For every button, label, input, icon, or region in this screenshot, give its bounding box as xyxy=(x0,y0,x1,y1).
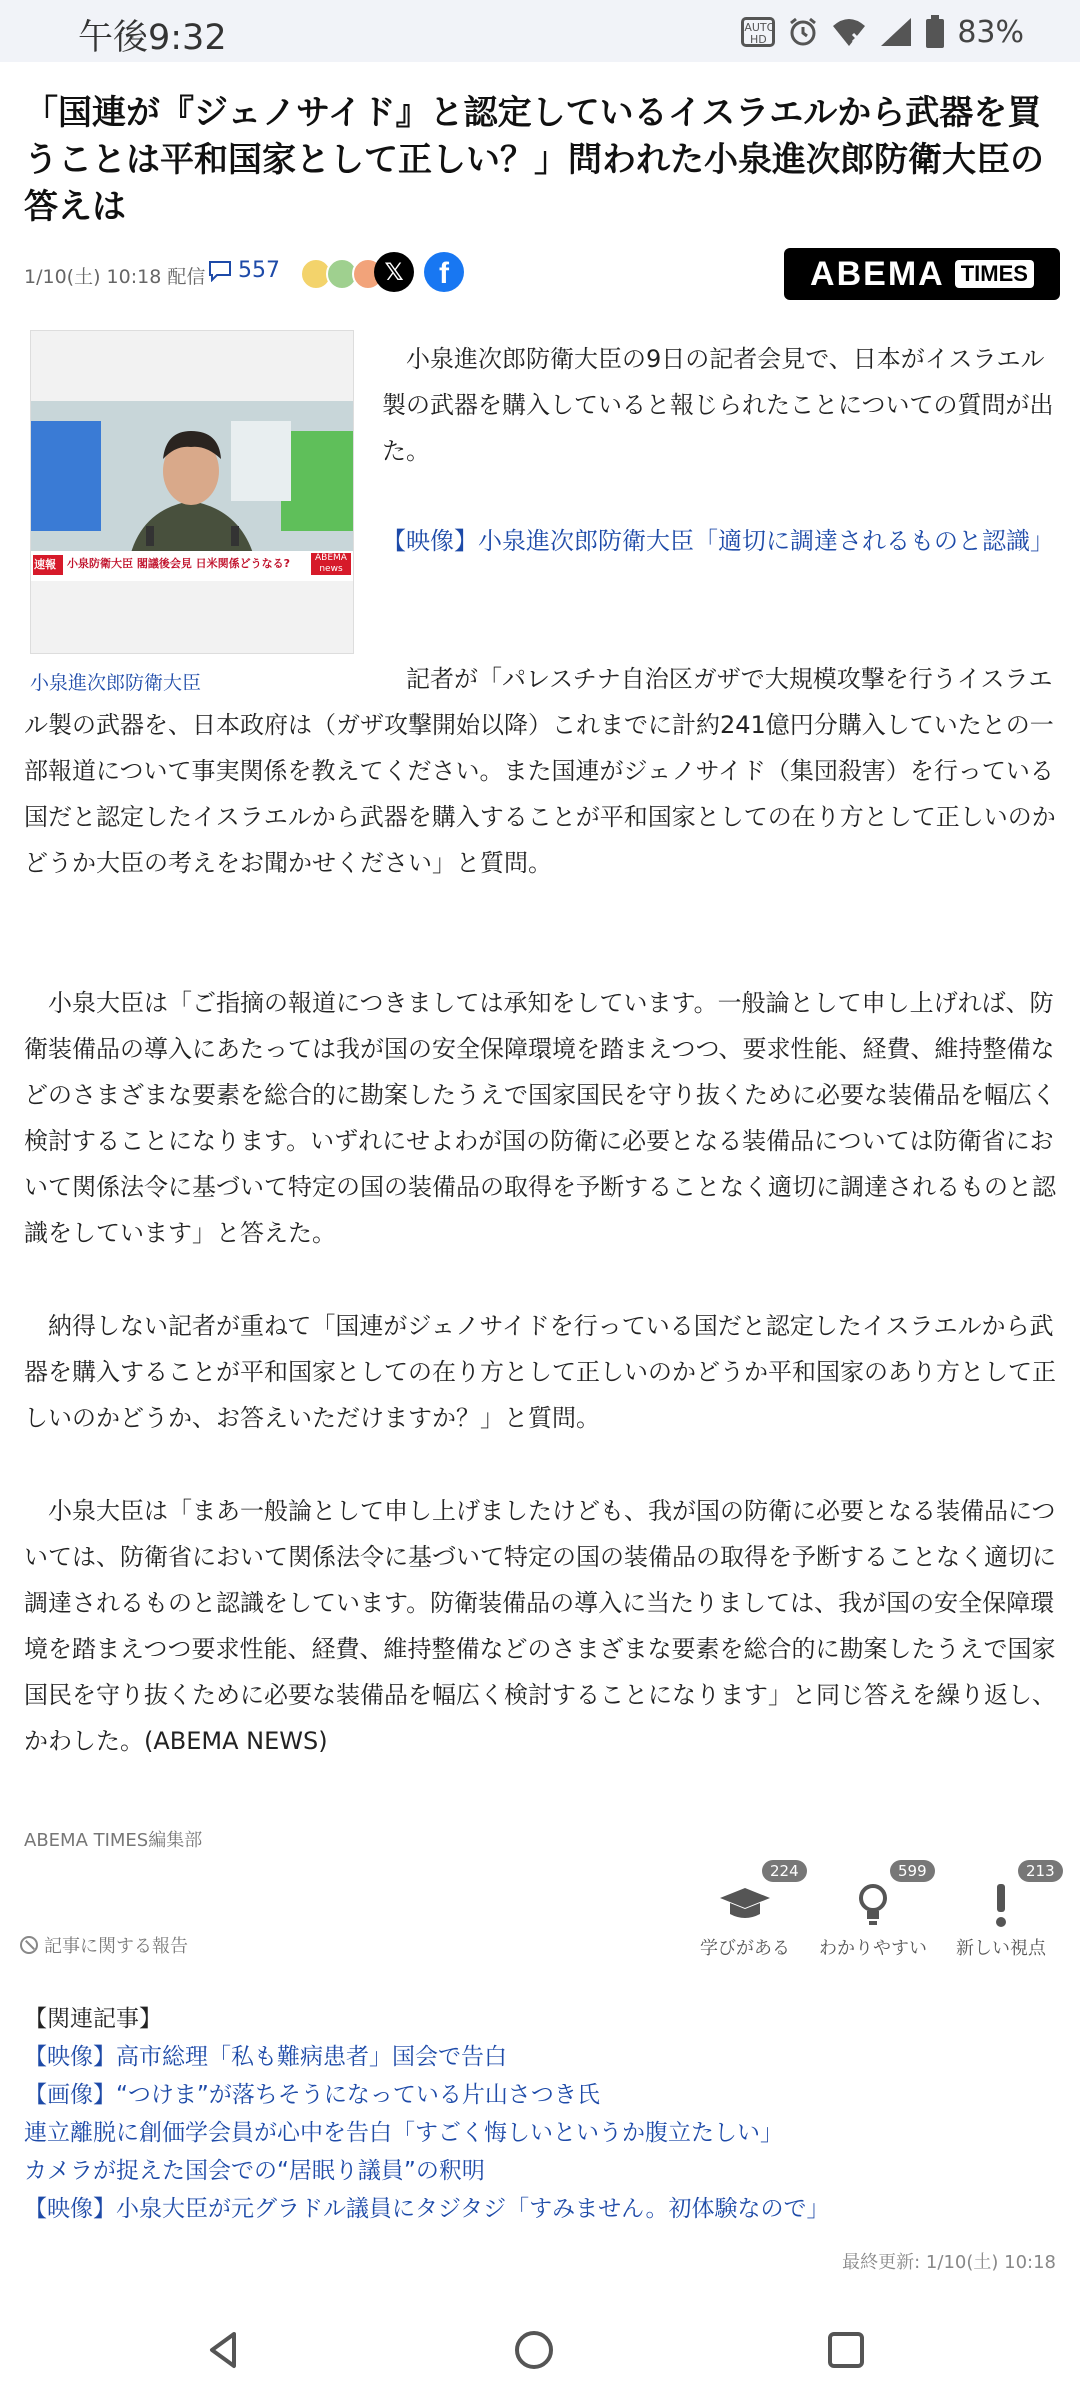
related-link[interactable]: 連立離脱に創価学会員が心中を告白「すごく悔しいというか腹立たしい」 xyxy=(24,2120,783,2146)
related-link[interactable]: カメラが捉えた国会での“居眠り議員”の釈明 xyxy=(24,2158,485,2184)
article-headline: 「国連が『ジェノサイド』と認定しているイスラエルから武器を買うことは平和国家として正しい？」問われた小泉進次郎防衛大臣の答えは xyxy=(24,93,1044,227)
paragraph-question-2: 納得しない記者が重ねて「国連がジェノサイドを行っている国だと認定したイスラエルから武器を購入することが平和国家としての在り方として正しいのかどうか平和国家のあり方として正しいのかどうか、お答えいただけますか？」と質問。 xyxy=(24,1312,1056,1432)
reaction-new-perspective[interactable] xyxy=(936,1860,1066,1960)
photo-image xyxy=(31,401,353,581)
related-link[interactable]: 【映像】高市総理「私も難病患者」国会で告白 xyxy=(24,2044,507,2070)
paragraph-answer-2: 小泉大臣は「まあ一般論として申し上げましたけども、我が国の防衛に必要となる装備品については、防衛省において関係法令に基づいて特定の国の装備品の取得を予断することなく適切に調達されるものと認識をしています。防衛装備品の導入に当たりましては、我が国の安全保障環境を踏まえつつ要求性能、経費、維持整備などのさまざまな要素を総合的に勘案したうえで国家国民を守り抜くために必要な装備品を幅広く検討することになります」と同じ答えを繰り返し、かわした。(ABEMA NEWS) xyxy=(24,1497,1056,1755)
reaction-count: 599 xyxy=(890,1860,935,1882)
article-photo[interactable] xyxy=(30,330,354,654)
back-icon[interactable] xyxy=(194,2320,254,2380)
photo-badge: 速報 xyxy=(34,558,56,571)
battery-percent: 83% xyxy=(957,14,1024,50)
exclamation-icon xyxy=(936,1880,1066,1930)
editor-credit: ABEMA TIMES編集部 xyxy=(24,1830,203,1851)
last-updated: 最終更新: 1/10(土) 10:18 xyxy=(842,2252,1056,2273)
comment-count: 557 xyxy=(238,258,280,283)
report-article-button[interactable] xyxy=(20,1932,188,1958)
comment-icon xyxy=(208,260,232,282)
comment-button[interactable] xyxy=(208,258,280,283)
paragraph-question-1: 記者が「パレスチナ自治区ガザで大規模攻撃を行うイスラエル製の武器を、日本政府は（ガザ攻撃開始以降）これまでに計約241億円分購入していたとの一部報道について事実関係を教えてください。また国連がジェノサイド（集団殺害）を行っている国だと認定したイスラエルから武器を購入することが平和国家としての在り方として正しいのかどうか大臣の考えをお聞かせください」と質問。 xyxy=(24,665,1056,877)
article-meta xyxy=(24,248,1060,308)
reaction-faces[interactable] xyxy=(300,258,378,290)
photo-news-logo: ABEMA news xyxy=(311,553,351,575)
home-icon[interactable] xyxy=(504,2320,564,2380)
reaction-label: わかりやすい xyxy=(819,1938,927,1959)
reaction-learn[interactable] xyxy=(680,1860,810,1960)
recents-icon[interactable] xyxy=(816,2320,876,2380)
graduation-cap-icon xyxy=(680,1880,810,1930)
share-x-icon[interactable]: 𝕏 xyxy=(374,252,414,292)
share-facebook-icon[interactable]: f xyxy=(424,252,464,292)
paragraph-answer-1: 小泉大臣は「ご指摘の報道につきましては承知をしています。一般論として申し上げれば、防衛装備品の導入にあたっては我が国の安全保障環境を踏まえつつ、要求性能、経費、維持整備などのさまざまな要素を総合的に勘案したうえで国家国民を守り抜くために必要な装備品を幅広く検討することになります。いずれにせよわが国の防衛に必要となる装備品については防衛省において関係法令に基づいて特定の国の装備品の取得を予断することなく適切に調達されるものと認識をしています」と答えた。 xyxy=(24,989,1056,1247)
photo-banner: 小泉防衛大臣 閣議後会見 日米関係どうなる? xyxy=(67,557,291,570)
reaction-label: 新しい視点 xyxy=(956,1938,1046,1959)
auto-hd-icon: AUTO HD xyxy=(741,17,775,47)
related-link[interactable]: 【画像】“つけま”が落ちそうになっている片山さつき氏 xyxy=(24,2082,600,2108)
signal-icon xyxy=(879,16,913,48)
paragraph-intro: 小泉進次郎防衛大臣の9日の記者会見で、日本がイスラエル製の武器を購入していると報じられたことについての質問が出た。 xyxy=(382,345,1054,465)
wifi-icon xyxy=(831,16,867,48)
report-label: 記事に関する報告 xyxy=(44,1936,188,1957)
prohibited-icon xyxy=(20,1936,38,1954)
status-bar xyxy=(0,0,1080,62)
reaction-count: 213 xyxy=(1018,1860,1063,1882)
photo-caption: 小泉進次郎防衛大臣 xyxy=(30,672,202,694)
lightbulb-icon xyxy=(808,1880,938,1930)
reaction-label: 学びがある xyxy=(700,1938,790,1959)
brand-main: ABEMA xyxy=(810,254,945,293)
brand-sub: TIMES xyxy=(955,260,1034,288)
status-icons xyxy=(741,12,1024,52)
reaction-count: 224 xyxy=(762,1860,807,1882)
status-time: 午後9:32 xyxy=(78,18,227,58)
battery-icon xyxy=(925,15,945,49)
system-nav-bar xyxy=(0,2300,1080,2400)
related-title: 【関連記事】 xyxy=(24,2006,162,2032)
related-articles xyxy=(24,2000,1064,2228)
alarm-icon xyxy=(787,16,819,48)
publish-date: 1/10(土) 10:18 配信 xyxy=(24,266,206,288)
related-link[interactable]: 【映像】小泉大臣が元グラドル議員にタジタジ「すみません。初体験なので」 xyxy=(24,2196,830,2222)
video-link[interactable]: 【映像】小泉進次郎防衛大臣「適切に調達されるものと認識」 xyxy=(382,527,1054,555)
press-conference-image xyxy=(31,401,353,581)
reaction-buttons xyxy=(680,1860,1066,1960)
reaction-clear[interactable] xyxy=(808,1860,938,1960)
abema-times-logo[interactable] xyxy=(784,248,1060,300)
